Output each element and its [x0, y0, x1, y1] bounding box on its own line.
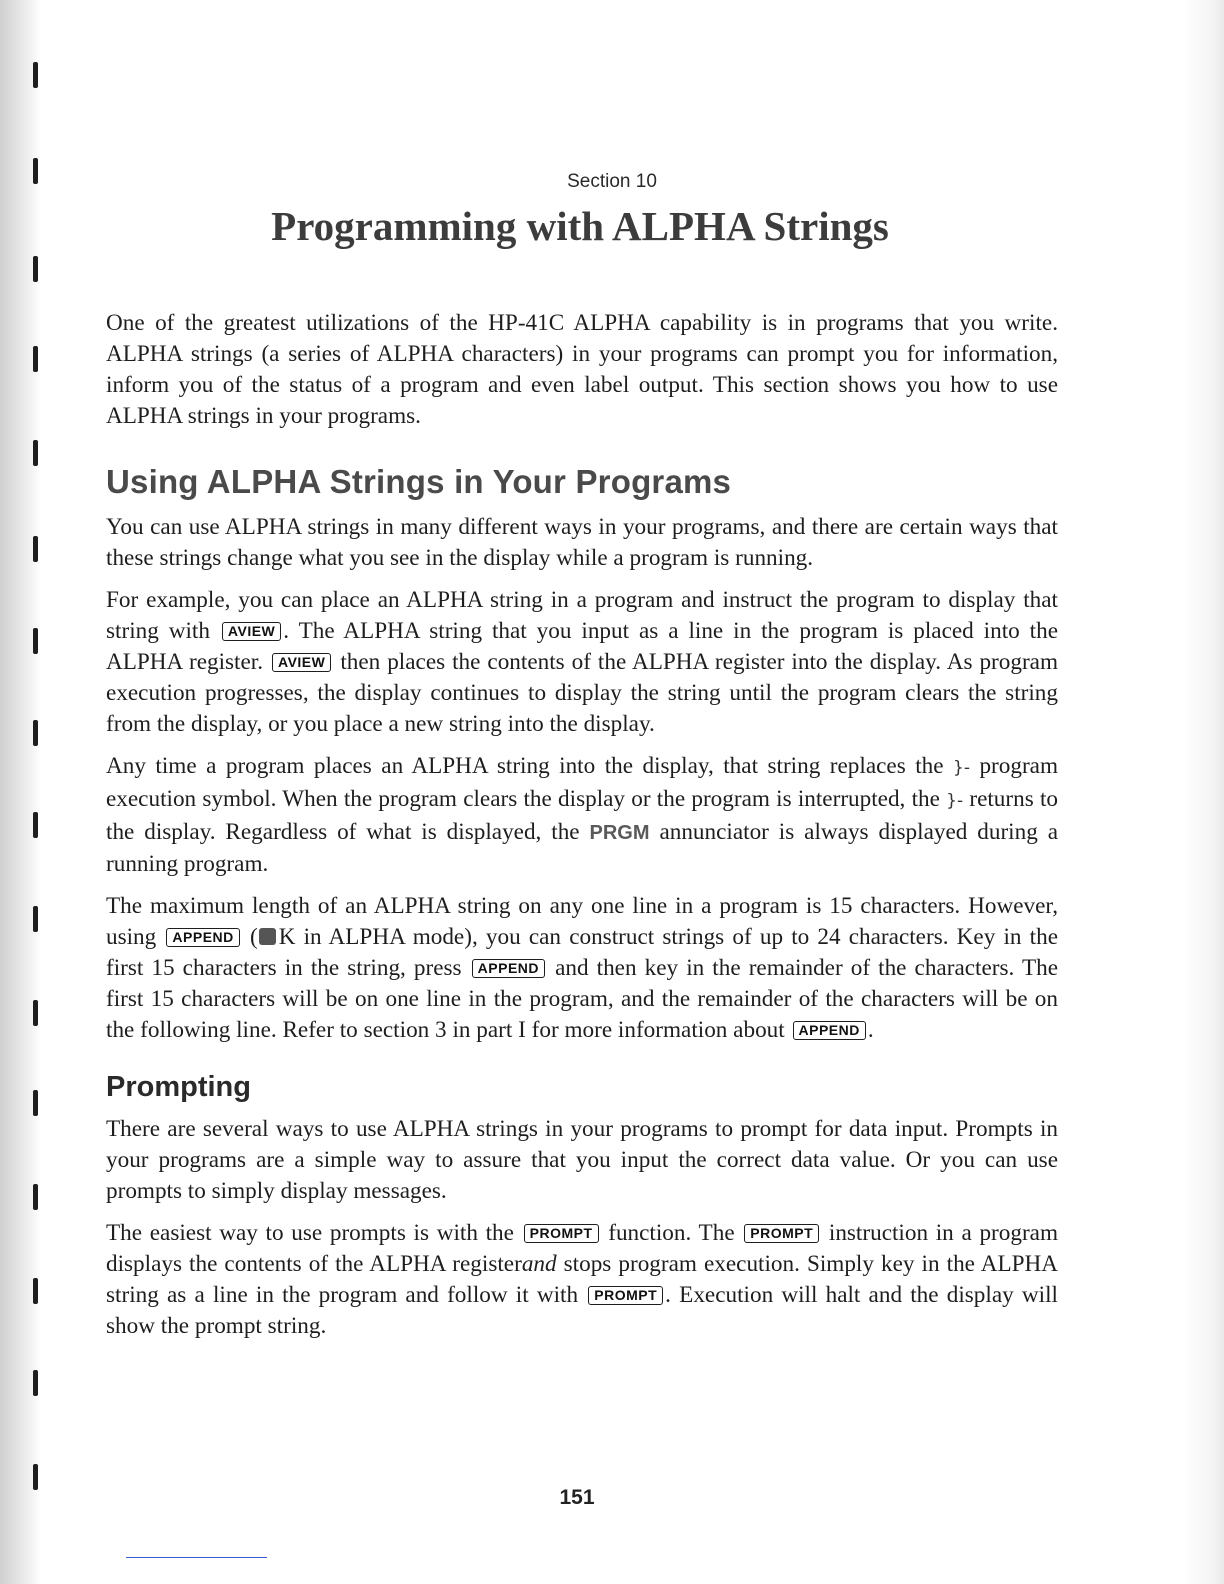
append-key: APPEND: [793, 1021, 866, 1040]
text-run: stops program execution. Simply key in the ALPHA string as a line in the program and follow it with: [106, 1251, 1059, 1308]
text-run: For example, you can place an ALPHA string in a program and instruct the program to display that string with: [106, 587, 1058, 644]
binder-hole: [33, 812, 38, 838]
text-run: The easiest way to use prompts is with the: [106, 1220, 514, 1246]
text-run: . The ALPHA string that you input as a line in the program is placed into the ALPHA register.: [106, 618, 1059, 675]
prompt-key: PROMPT: [524, 1224, 599, 1243]
aview-key: AVIEW: [272, 653, 331, 672]
paragraph-ways: You can use ALPHA strings in many different ways in your programs, and there are certain ways that these strings change what you see in the display while a program is running.: [106, 514, 1058, 571]
paragraph-prompt-function: [106, 1218, 1058, 1342]
text-run: annunciator is always displayed during a running program.: [106, 819, 1059, 877]
prompt-key: PROMPT: [744, 1224, 819, 1243]
binder-hole: [33, 1090, 38, 1116]
binder-hole: [33, 720, 38, 746]
binder-hole: [33, 1000, 38, 1026]
text-run: function. The: [608, 1220, 735, 1246]
paragraph-aview: [106, 585, 1058, 740]
footer-rule: [126, 1557, 267, 1558]
program-execution-symbol: }-: [953, 758, 970, 778]
page-body: [106, 308, 1058, 1353]
text-run: program execution symbol. When the program clears the display or the program is interrupted, the: [106, 753, 1059, 812]
program-execution-symbol: }-: [946, 791, 964, 811]
text-run: The maximum length of an ALPHA string on any one line in a program is 15 characters. However, using: [106, 893, 1058, 950]
page-title: Programming with ALPHA Strings: [271, 203, 889, 249]
text-run: instruction in a program displays the contents of the ALPHA register: [106, 1220, 1058, 1277]
intro-paragraph: One of the greatest utilizations of the HP-41C ALPHA capability is in programs that you write. ALPHA strings (a series of ALPHA characters) in your programs can prompt you for information, inform you of the status of a program and even label output. This section shows you how to use ALPHA strings in your programs.: [106, 310, 1058, 429]
text-run: returns to the display. Regardless of what is displayed, the: [106, 786, 1058, 845]
binder-hole: [33, 906, 38, 932]
paragraph-append: [106, 891, 1058, 1046]
prgm-annunciator: PRGM: [589, 822, 650, 844]
binder-hole: [33, 1370, 38, 1396]
aview-key: AVIEW: [222, 622, 281, 641]
text-run: .: [867, 1017, 874, 1043]
binder-hole: [33, 1184, 38, 1210]
binder-hole: [33, 536, 38, 562]
append-key: APPEND: [166, 928, 239, 947]
binder-hole: [33, 1278, 38, 1304]
binder-hole: [33, 628, 38, 654]
heading-prompting: Prompting: [106, 1071, 251, 1103]
binder-hole: [33, 62, 38, 88]
text-run: . Execution will halt and the display will show the prompt string.: [106, 1282, 1058, 1339]
binder-hole: [33, 440, 38, 466]
section-label: Section 10: [567, 171, 657, 192]
paragraph-exec-symbol: [106, 751, 1058, 880]
binder-hole: [33, 346, 38, 372]
text-run: K in ALPHA mode), you can construct strings of up to 24 characters. Key in the first 15 characters in the string, press: [106, 924, 1059, 981]
text-run: and then key in the remainder of the characters. The first 15 characters will be on one line in the program, and the remainder of the characters will be on the following line. Refer to section 3 in part I for more information about: [106, 955, 1059, 1043]
emphasis-and: and: [521, 1251, 557, 1277]
prompt-key: PROMPT: [588, 1286, 663, 1305]
paragraph-prompt-ways: There are several ways to use ALPHA strings in your programs to prompt for data input. Prompts in your programs are a simple way to assure that you input the correct data value. Or you can use prompts to simply display messages.: [106, 1116, 1058, 1204]
append-key: APPEND: [472, 959, 545, 978]
text-run: then places the contents of the ALPHA register into the display. As program execution progresses, the display continues to display the string until the program clears the string from the display, or you place a new string into the display.: [106, 649, 1059, 737]
page-number: 151: [559, 1486, 595, 1509]
page-edge-shadow: [1184, 0, 1224, 1584]
binder-hole: [33, 256, 38, 282]
open-paren: (: [249, 924, 258, 950]
shift-key-icon: [259, 928, 276, 945]
text-run: Any time a program places an ALPHA string into the display, that string replaces the: [106, 753, 944, 779]
heading-using-alpha-strings: Using ALPHA Strings in Your Programs: [106, 463, 732, 500]
